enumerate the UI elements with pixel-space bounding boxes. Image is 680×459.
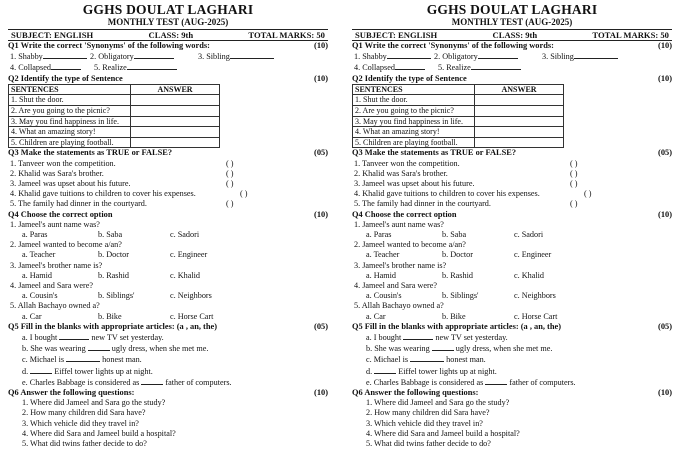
mcq-question: 2. Jameel wanted to become a/an? (354, 240, 466, 250)
answer-cell[interactable] (475, 106, 564, 117)
list-item: 3. Jameel was upset about his future. ( ) (10, 178, 234, 188)
tf-answer[interactable]: ( ) (570, 199, 578, 209)
mcq-question: 4. Jameel and Sara were? (10, 281, 93, 291)
answer-cell[interactable] (131, 127, 220, 138)
q1-row-2 (352, 62, 672, 73)
q5-title: Q5 Fill in the blanks with appropriate articles: (a , an, the) (352, 321, 561, 331)
q1-row-2 (8, 62, 328, 73)
q3-title: Q3 Make the statements as TRUE or FALSE? (8, 148, 173, 158)
table-row: 1. Shut the door. (353, 95, 564, 106)
mcq-options (352, 271, 672, 281)
total-marks-label: TOTAL MARKS: 50 (248, 30, 325, 40)
mcq-question: 5. Allah Bachayo owned a? (354, 301, 444, 311)
list-item: 5. What did twins father decide to do? (366, 439, 491, 449)
option-c[interactable]: c. Neighbors (514, 291, 556, 301)
list-item: 5. The family had dinner in the courtyard. ( ) (354, 199, 578, 209)
option-a[interactable]: a. Paras (366, 230, 392, 239)
mcq-options (352, 230, 672, 240)
q6-marks: (10) (314, 388, 328, 398)
q3-marks: (05) (658, 148, 672, 158)
list-item: d. Eiffel tower lights up at night. (366, 366, 497, 376)
option-c[interactable]: c. Neighbors (170, 291, 212, 301)
school-name: GGHS DOULAT LAGHARI (82, 2, 254, 17)
option-a[interactable]: a. Paras (22, 230, 48, 239)
q2-marks: (10) (658, 73, 672, 83)
q2-title: Q2 Identify the type of Sentence (352, 73, 467, 83)
q2-heading (8, 74, 328, 84)
table-row: 3. May you find happiness in life. (353, 116, 564, 127)
answer-blank[interactable] (88, 343, 110, 351)
list-item: 1. Where did Jameel and Sara go the study? (22, 398, 166, 408)
q6-title: Q6 Answer the following questions: (352, 388, 479, 398)
test-title: MONTHLY TEST (AUG-2025) (107, 17, 229, 27)
info-bar (352, 29, 672, 41)
q4-marks: (10) (658, 209, 672, 219)
answer-blank[interactable] (432, 343, 454, 351)
option-a[interactable]: a. Hamid (366, 270, 397, 280)
q2-marks: (10) (314, 73, 328, 83)
q5-marks: (05) (314, 321, 328, 331)
tf-answer[interactable]: ( ) (570, 178, 578, 188)
answer-cell[interactable] (131, 116, 220, 127)
answer-blank[interactable] (66, 354, 100, 362)
mcq-options (352, 312, 672, 322)
list-item: e. Charles Babbage is considered as father of computers. (22, 377, 232, 387)
list-item: b. She was wearing ugly dress, when she met me. (22, 344, 209, 354)
list-item: a. I bought new TV set yesterday. (22, 333, 164, 343)
answer-cell[interactable] (475, 116, 564, 127)
tf-answer[interactable]: ( ) (226, 199, 234, 209)
list-item: 4. Where did Sara and Jameel build a hospital? (22, 428, 176, 438)
list-item: e. Charles Babbage is considered as father of computers. (366, 377, 576, 387)
answer-blank[interactable] (374, 366, 396, 374)
q3-marks: (05) (314, 148, 328, 158)
tf-answer[interactable]: ( ) (570, 168, 578, 178)
answer-cell[interactable] (131, 106, 220, 117)
answer-blank[interactable] (485, 377, 507, 385)
q1-word-1: 1. Shabby (354, 52, 387, 62)
answer-cell[interactable] (475, 95, 564, 106)
q1-word-4: 4. Collapsed (10, 63, 51, 73)
q5-heading (352, 322, 672, 332)
mcq-options (8, 271, 328, 281)
answer-blank (43, 51, 87, 59)
answer-blank (127, 62, 177, 70)
option-a[interactable]: a. Teacher (366, 250, 400, 260)
answer-cell[interactable] (475, 127, 564, 138)
answer-blank (478, 51, 518, 59)
list-item: d. Eiffel tower lights up at night. (22, 366, 153, 376)
tf-answer[interactable]: ( ) (570, 158, 578, 168)
table-row: 1. Shut the door. (9, 95, 220, 106)
answer-blank (51, 62, 81, 70)
option-b[interactable]: b. Siblings' (442, 291, 479, 301)
option-a[interactable]: a. Hamid (22, 270, 53, 280)
list-item: 4. Where did Sara and Jameel build a hospital? (366, 428, 520, 438)
q6-title: Q6 Answer the following questions: (8, 388, 135, 398)
q4-title: Q4 Choose the correct option (8, 209, 113, 219)
table-row: 5. Children are playing football. (9, 137, 220, 148)
option-a[interactable]: a. Teacher (22, 250, 56, 260)
option-b[interactable]: b. Doctor (98, 250, 129, 260)
q1-word-2: 2. Obligatory (90, 52, 134, 62)
tf-answer[interactable]: ( ) (240, 189, 248, 199)
q4-marks: (10) (314, 209, 328, 219)
answer-blank[interactable] (141, 377, 163, 385)
answer-blank (574, 51, 618, 59)
q4-heading (352, 210, 672, 220)
q1-row-1 (8, 51, 328, 62)
q6-heading (8, 388, 328, 398)
sentence-table (8, 84, 220, 149)
q1-word-2: 2. Obligatory (434, 52, 478, 62)
q1-word-1: 1. Shabby (10, 52, 43, 62)
option-a[interactable]: a. Cousin's (22, 291, 58, 301)
mcq-question: 4. Jameel and Sara were? (354, 281, 437, 291)
option-b[interactable]: b. Rashid (98, 270, 129, 280)
q1-title: Q1 Write the correct 'Synonyms' of the following words: (8, 41, 210, 50)
option-c[interactable]: c. Engineer (170, 250, 208, 260)
answer-cell[interactable] (131, 95, 220, 106)
answer-cell[interactable] (475, 137, 564, 148)
mcq-options (8, 291, 328, 301)
answer-blank[interactable] (410, 354, 444, 362)
q6-heading (352, 388, 672, 398)
mcq-options (352, 291, 672, 301)
tf-answer[interactable]: ( ) (226, 178, 234, 188)
table-row: 5. Children are playing football. (353, 137, 564, 148)
answer-blank (395, 62, 425, 70)
list-item: 5. What did twins father decide to do? (22, 439, 147, 449)
q5-marks: (05) (658, 321, 672, 331)
option-a[interactable]: a. Car (366, 311, 386, 321)
q1-word-3: 3. Sibling (542, 52, 574, 62)
q5-heading (8, 322, 328, 332)
answer-blank[interactable] (30, 366, 52, 374)
q5-title: Q5 Fill in the blanks with appropriate articles: (a , an, the) (8, 321, 217, 331)
list-item: 1. Tanveer won the competition. ( ) (10, 158, 234, 168)
info-bar (8, 29, 328, 41)
q1-heading (352, 41, 672, 51)
table-row: 4. What an amazing story! (353, 127, 564, 138)
col-sentences: SENTENCES (9, 84, 131, 95)
q2-title: Q2 Identify the type of Sentence (8, 73, 123, 83)
answer-blank[interactable] (59, 332, 89, 340)
mcq-question: 3. Jameel's brother name is? (10, 260, 103, 270)
list-item: 5. The family had dinner in the courtyard. ( ) (10, 199, 234, 209)
subject-label: SUBJECT: ENGLISH (355, 30, 438, 40)
mcq-options (8, 250, 328, 260)
option-b[interactable]: b. Siblings' (98, 291, 135, 301)
option-b[interactable]: b. Saba (442, 230, 467, 239)
list-item: 1. Where did Jameel and Sara go the study? (366, 398, 510, 408)
class-label: CLASS: 9th (492, 30, 538, 40)
option-c[interactable]: c. Sadori (170, 230, 200, 239)
total-marks-label: TOTAL MARKS: 50 (592, 30, 669, 40)
list-item: c. Michael is honest man. (366, 355, 486, 365)
list-item: 4. Khalid gave tuitions to children to cover his expenses. ( ) (354, 189, 592, 199)
option-b[interactable]: b. Saba (98, 230, 123, 239)
q4-title: Q4 Choose the correct option (352, 209, 457, 219)
col-sentences: SENTENCES (353, 84, 475, 95)
mcq-question: 1. Jameel's aunt name was? (10, 219, 100, 229)
q1-word-5: 5. Realize (94, 63, 127, 73)
q1-row-1 (352, 51, 672, 62)
list-item: 2. How many children did Sara have? (366, 408, 490, 418)
list-item: 3. Jameel was upset about his future. ( ) (354, 178, 578, 188)
q1-word-3: 3. Sibling (198, 52, 230, 62)
list-item: 4. Khalid gave tuitions to children to cover his expenses. ( ) (10, 189, 248, 199)
q1-heading (8, 41, 328, 51)
list-item: 3. Which vehicle did they travel in? (366, 418, 483, 428)
list-item: 2. Khalid was Sara's brother. ( ) (10, 168, 234, 178)
table-row: 2. Are you going to the picnic? (9, 106, 220, 117)
subject-label: SUBJECT: ENGLISH (11, 30, 94, 40)
q3-heading (352, 148, 672, 158)
mcq-question: 1. Jameel's aunt name was? (354, 219, 444, 229)
mcq-options (8, 312, 328, 322)
col-answer: ANSWER (131, 84, 220, 95)
q4-heading (8, 210, 328, 220)
option-b[interactable]: b. Doctor (442, 250, 473, 260)
class-label: CLASS: 9th (148, 30, 194, 40)
option-a[interactable]: a. Cousin's (366, 291, 402, 301)
answer-blank (230, 51, 274, 59)
school-name: GGHS DOULAT LAGHARI (426, 2, 598, 17)
option-c[interactable]: c. Engineer (514, 250, 552, 260)
list-item: 1. Tanveer won the competition. ( ) (354, 158, 578, 168)
option-c[interactable]: c. Horse Cart (514, 311, 558, 321)
list-item: 2. Khalid was Sara's brother. ( ) (354, 168, 578, 178)
q1-word-5: 5. Realize (438, 63, 471, 73)
q2-heading (352, 74, 672, 84)
test-paper-right (352, 0, 672, 459)
q6-marks: (10) (658, 388, 672, 398)
col-answer: ANSWER (475, 84, 564, 95)
q3-title: Q3 Make the statements as TRUE or FALSE? (352, 148, 517, 158)
mcq-options (352, 250, 672, 260)
tf-answer[interactable]: ( ) (226, 168, 234, 178)
option-c[interactable]: c. Sadori (514, 230, 544, 239)
option-c[interactable]: c. Khalid (170, 270, 201, 280)
answer-blank[interactable] (403, 332, 433, 340)
mcq-question: 3. Jameel's brother name is? (354, 260, 447, 270)
option-c[interactable]: c. Horse Cart (170, 311, 214, 321)
mcq-options (8, 230, 328, 240)
tf-answer[interactable]: ( ) (584, 189, 592, 199)
q1-marks: (10) (658, 41, 672, 50)
list-item: 2. How many children did Sara have? (22, 408, 146, 418)
list-item: b. She was wearing ugly dress, when she met me. (366, 344, 553, 354)
answer-blank (387, 51, 431, 59)
test-paper-left (8, 0, 328, 459)
option-a[interactable]: a. Car (22, 311, 42, 321)
list-item: 3. Which vehicle did they travel in? (22, 418, 139, 428)
answer-cell[interactable] (131, 137, 220, 148)
answer-blank (471, 62, 521, 70)
mcq-question: 2. Jameel wanted to become a/an? (10, 240, 122, 250)
option-b[interactable]: b. Bike (98, 311, 122, 321)
option-b[interactable]: b. Rashid (442, 270, 473, 280)
table-row: 4. What an amazing story! (9, 127, 220, 138)
sentence-table (352, 84, 564, 149)
list-item: a. I bought new TV set yesterday. (366, 333, 508, 343)
table-row: 3. May you find happiness in life. (9, 116, 220, 127)
option-c[interactable]: c. Khalid (514, 270, 545, 280)
q1-marks: (10) (314, 41, 328, 50)
q1-title: Q1 Write the correct 'Synonyms' of the following words: (352, 41, 554, 50)
option-b[interactable]: b. Bike (442, 311, 466, 321)
answer-blank (134, 51, 174, 59)
table-row: 2. Are you going to the picnic? (353, 106, 564, 117)
mcq-question: 5. Allah Bachayo owned a? (10, 301, 100, 311)
list-item: c. Michael is honest man. (22, 355, 142, 365)
q3-heading (8, 148, 328, 158)
test-title: MONTHLY TEST (AUG-2025) (451, 17, 573, 27)
q1-word-4: 4. Collapsed (354, 63, 395, 73)
tf-answer[interactable]: ( ) (226, 158, 234, 168)
